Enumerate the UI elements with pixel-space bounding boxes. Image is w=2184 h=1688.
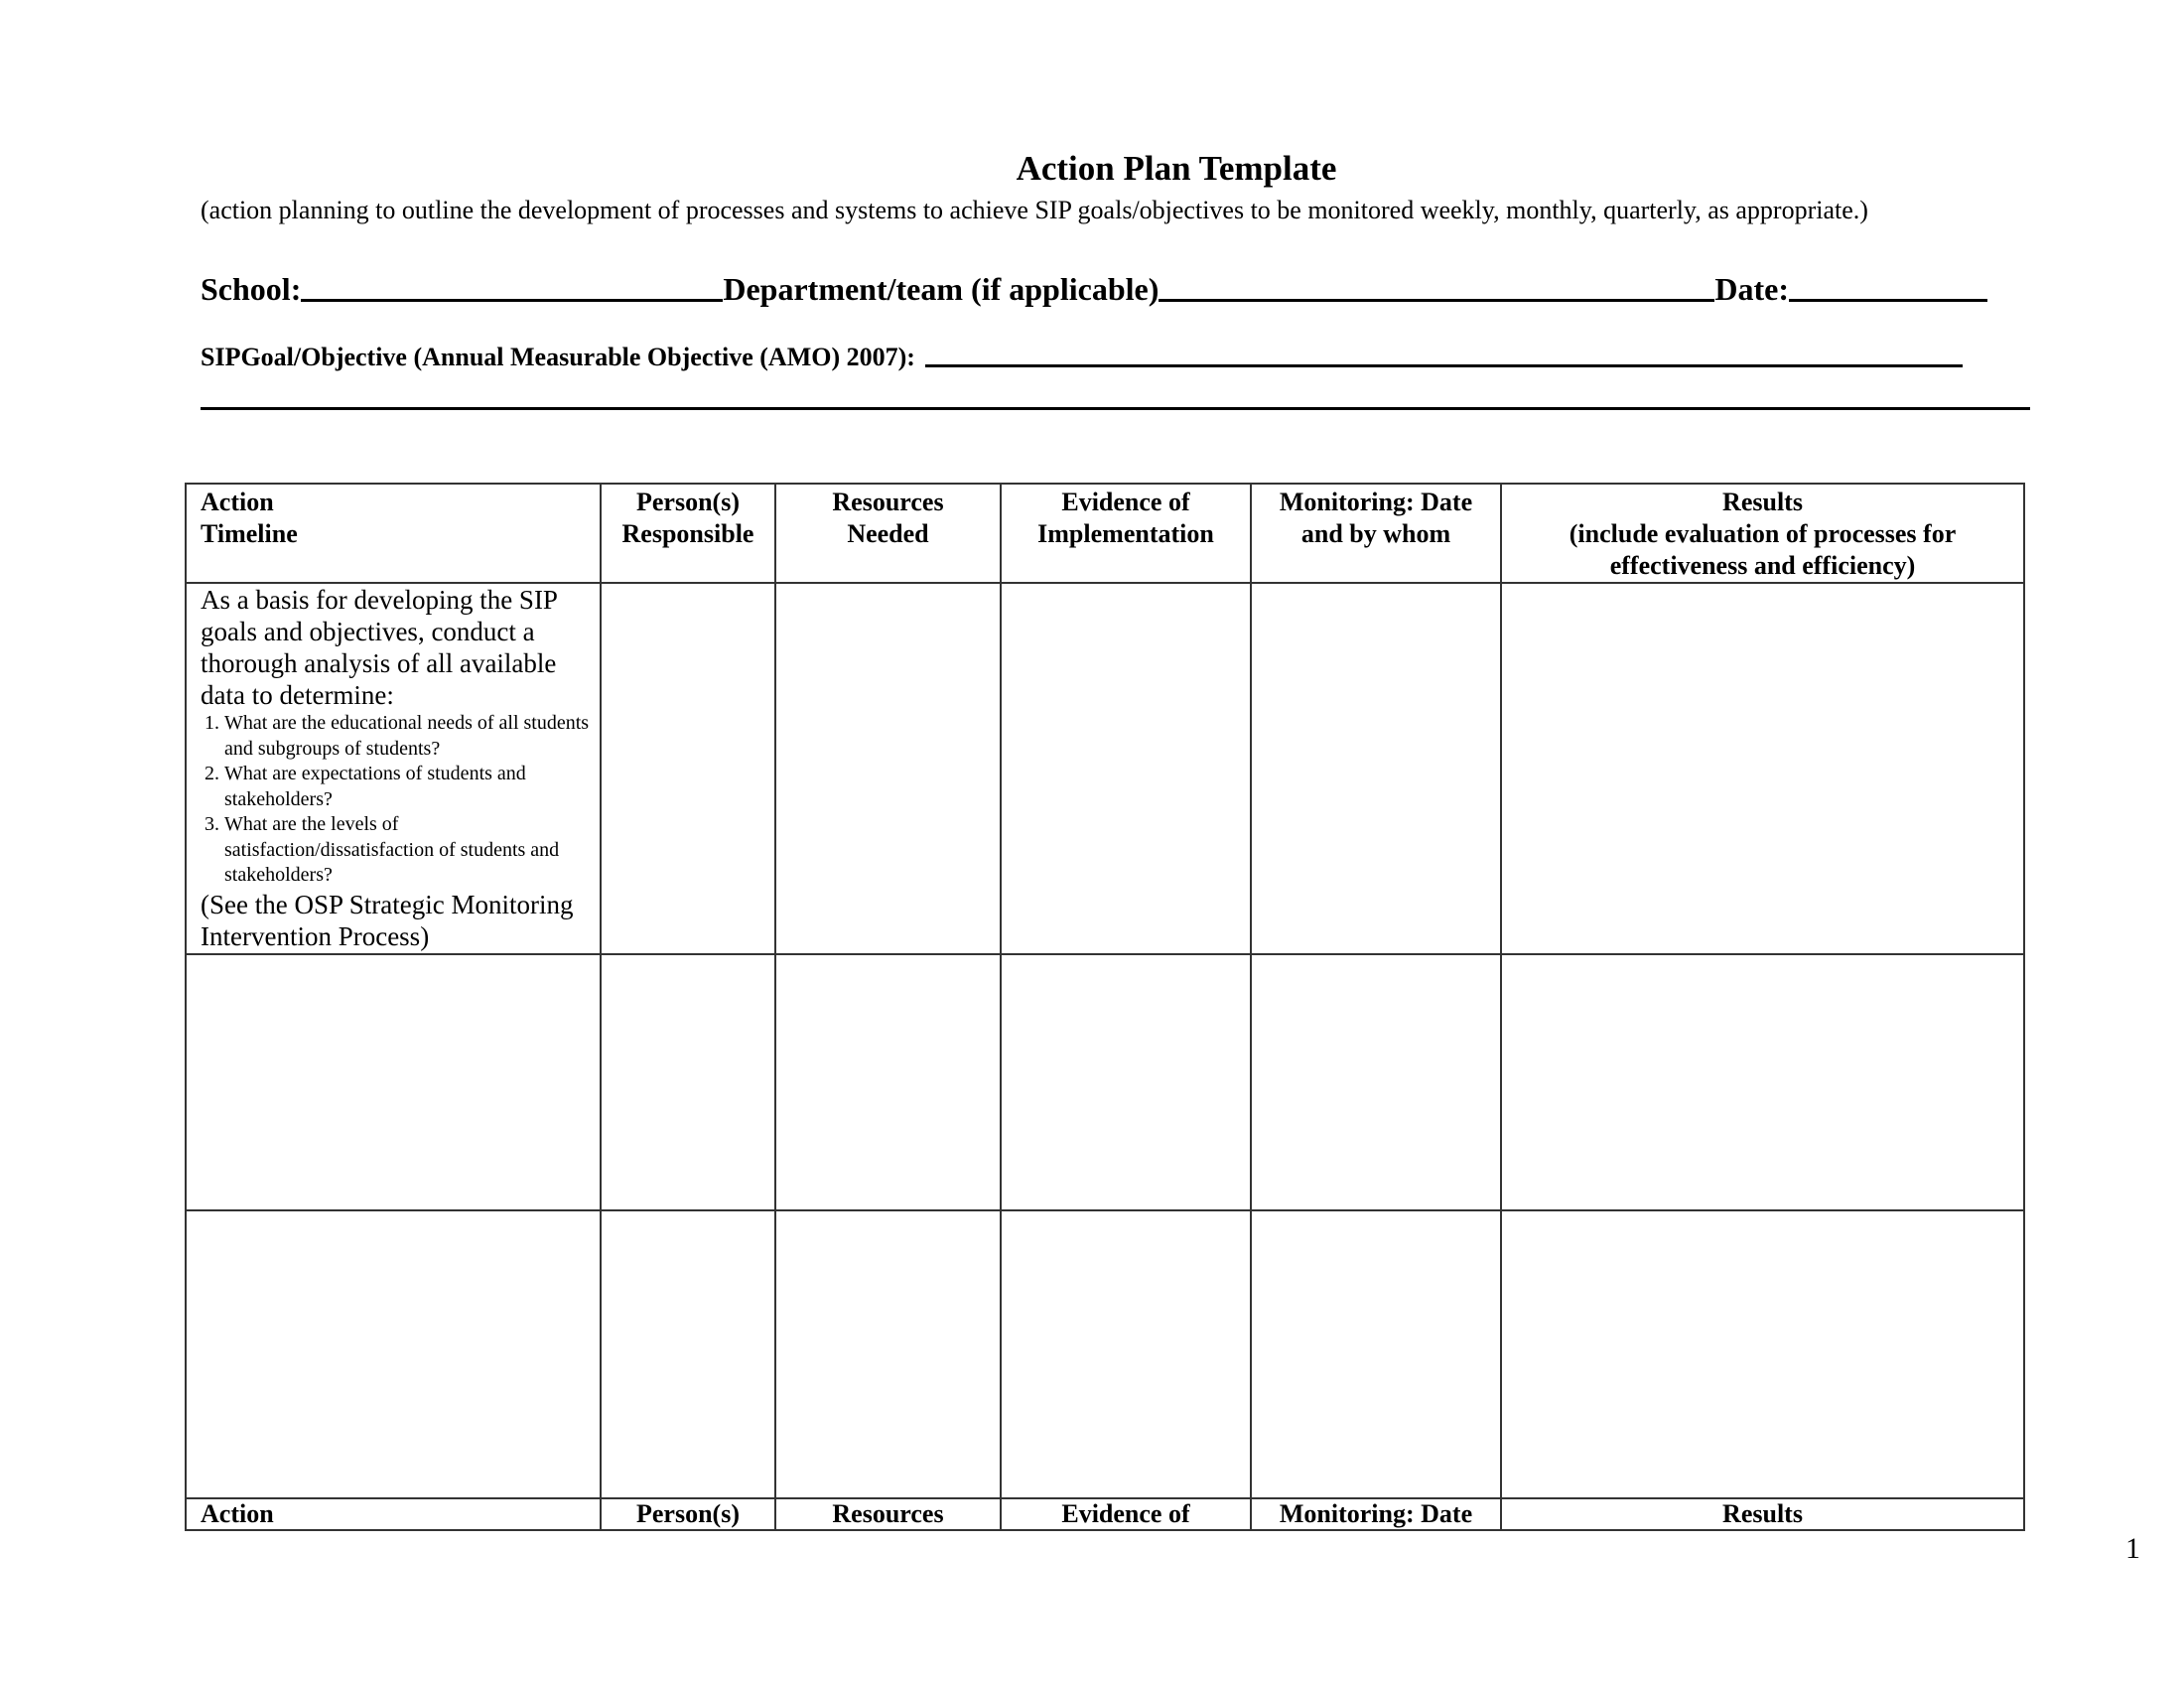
header-resources-needed (775, 484, 1001, 583)
table-header-row (186, 484, 2024, 583)
sip-goal-line (201, 343, 1963, 372)
evidence-cell[interactable] (1001, 583, 1251, 954)
header-evidence-text: Evidence of (1061, 488, 1190, 516)
table-row (186, 583, 2024, 954)
date-blank[interactable] (1789, 269, 1987, 302)
repeated-header-row (186, 1498, 2024, 1530)
header-persons-text: Person(s) (636, 488, 740, 516)
monitoring-cell[interactable] (1251, 1210, 1501, 1498)
document-title: Action Plan Template (1016, 149, 1337, 188)
results-cell[interactable] (1501, 583, 2024, 954)
footer-results: Results (1501, 1498, 2024, 1530)
list-item: 2. What are expectations of students and stakeholders? (224, 762, 590, 812)
footer-resources: Resources (775, 1498, 1001, 1530)
resources-cell[interactable] (775, 583, 1001, 954)
school-blank[interactable] (301, 269, 723, 302)
header-monitoring-text: Monitoring: Date (1279, 488, 1473, 516)
header-fields (201, 269, 1987, 308)
analysis-intro: As a basis for developing the SIP goals and objectives, conduct a thorough analysis of all available data to determine: (201, 585, 557, 710)
monitoring-cell[interactable] (1251, 954, 1501, 1210)
footer-action: Action (186, 1498, 601, 1530)
analysis-note: (See the OSP Strategic Monitoring Intervention Process) (201, 889, 574, 951)
list-item: 1. What are the educational needs of all students and subgroups of students? (224, 711, 590, 762)
header-monitoring (1251, 484, 1501, 583)
header-needed-text: Needed (847, 519, 929, 548)
header-responsible-text: Responsible (621, 519, 754, 548)
sip-goal-blank[interactable] (925, 343, 1963, 367)
department-label: Department/team (if applicable) (723, 271, 1160, 307)
department-blank[interactable] (1159, 269, 1714, 302)
footer-evidence: Evidence of (1001, 1498, 1251, 1530)
header-results-note-1: (include evaluation of processes for (1569, 519, 1957, 548)
action-cell[interactable] (186, 954, 601, 1210)
monitoring-cell[interactable] (1251, 583, 1501, 954)
footer-persons: Person(s) (601, 1498, 775, 1530)
header-resources-text: Resources (832, 488, 944, 516)
action-cell[interactable] (186, 1210, 601, 1498)
resources-cell[interactable] (775, 1210, 1001, 1498)
persons-cell[interactable] (601, 583, 775, 954)
header-by-whom-text: and by whom (1300, 519, 1451, 548)
persons-cell[interactable] (601, 1210, 775, 1498)
results-cell[interactable] (1501, 1210, 2024, 1498)
persons-cell[interactable] (601, 954, 775, 1210)
sip-goal-continuation-line[interactable] (201, 407, 2030, 410)
analysis-questions-list (201, 711, 590, 889)
header-evidence-of-implementation (1001, 484, 1251, 583)
action-cell[interactable] (186, 583, 601, 954)
document-subtitle: (action planning to outline the development of processes and systems to achieve SIP goals/objectives to be monitored weekly, monthly, quarterly, as appropriate.) (201, 196, 1868, 224)
table-row (186, 954, 2024, 1210)
evidence-cell[interactable] (1001, 954, 1251, 1210)
header-persons-responsible (601, 484, 775, 583)
list-item: 3. What are the levels of satisfaction/dissatisfaction of students and stakeholders? (224, 812, 590, 889)
evidence-cell[interactable] (1001, 1210, 1251, 1498)
page-number: 1 (2125, 1532, 2140, 1565)
header-timeline-text: Timeline (201, 519, 298, 548)
table-row (186, 1210, 2024, 1498)
date-label: Date: (1714, 271, 1789, 307)
header-results (1501, 484, 2024, 583)
header-action-timeline (186, 484, 601, 583)
school-label: School: (201, 271, 302, 307)
header-results-text: Results (1722, 488, 1803, 516)
action-plan-table (185, 483, 2025, 1531)
header-implementation-text: Implementation (1037, 519, 1214, 548)
header-action-text: Action (201, 488, 274, 516)
footer-monitoring: Monitoring: Date (1251, 1498, 1501, 1530)
resources-cell[interactable] (775, 954, 1001, 1210)
header-results-note-2: effectiveness and efficiency) (1609, 551, 1916, 580)
sip-goal-label: SIPGoal/Objective (Annual Measurable Objective (AMO) 2007): (201, 343, 915, 371)
results-cell[interactable] (1501, 954, 2024, 1210)
